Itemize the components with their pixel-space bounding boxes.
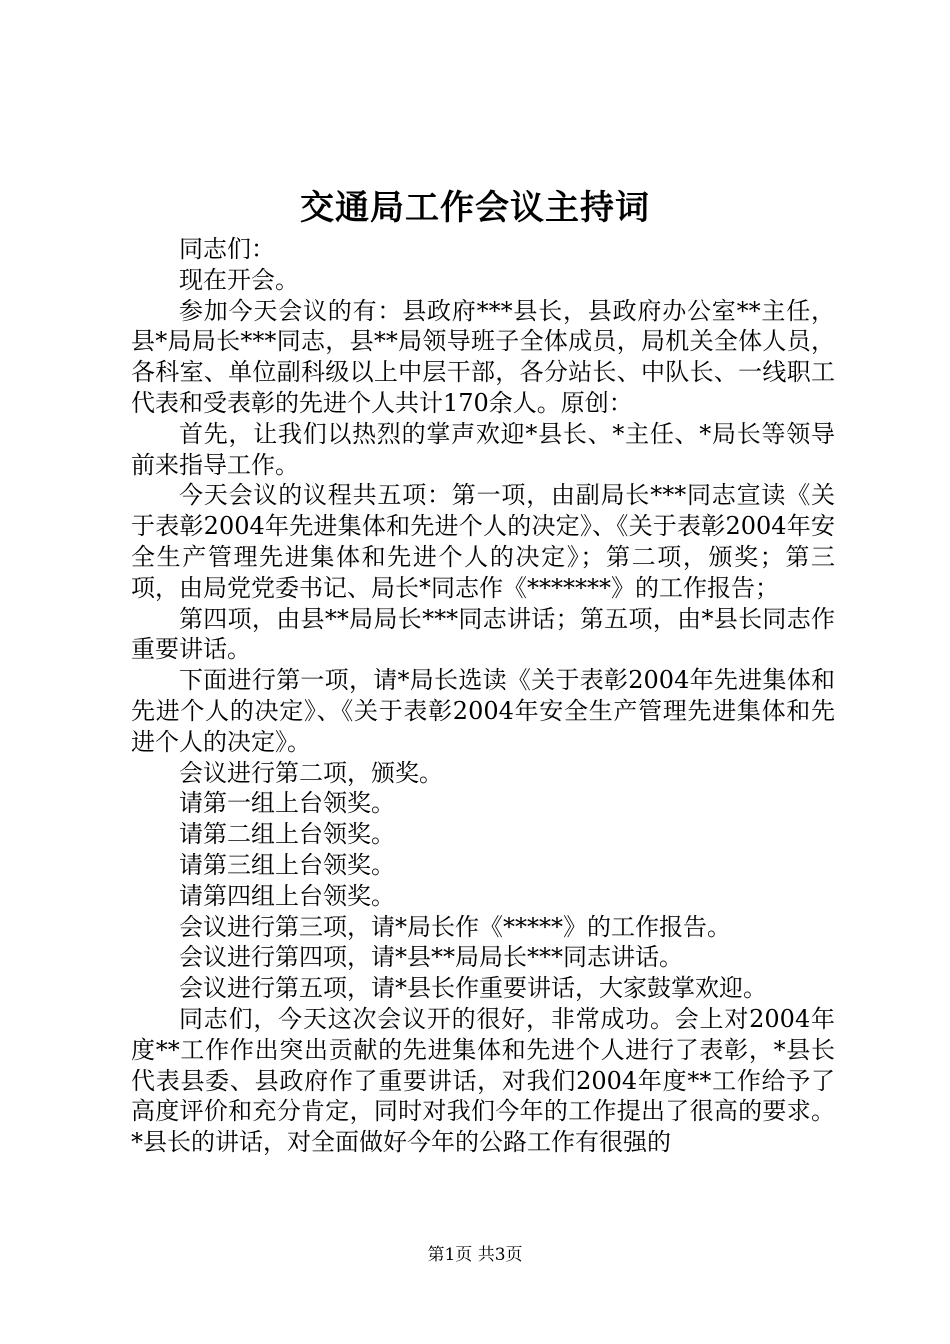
paragraph: 下面进行第一项，请*局长选读《关于表彰2004年先进集体和先进个人的决定》、《关于表彰2004年安全生产管理先进集体和先进个人的决定》。 bbox=[131, 666, 835, 756]
paragraph: 会议进行第二项，颁奖。 bbox=[179, 758, 443, 787]
paragraph: 今天会议的议程共五项：第一项，由副局长***同志宣读《关于表彰2004年先进集体和先进个人的决定》、《关于表彰2004年安全生产管理先进集体和先进个人的决定》；第二项，颁奖；第三项，由局党党委书记、局长*同志作《*******》的工作报告； bbox=[131, 481, 835, 602]
paragraph: 请第三组上台领奖。 bbox=[179, 850, 395, 879]
paragraph: 首先，让我们以热烈的掌声欢迎*县长、*主任、*局长等领导前来指导工作。 bbox=[131, 419, 835, 479]
paragraph: 同志们： bbox=[179, 235, 275, 263]
paragraph: 会议进行第三项，请*局长作《*****》的工作报告。 bbox=[179, 912, 731, 941]
paragraph: 现在开会。 bbox=[179, 265, 299, 294]
paragraph: 第四项，由县**局局长***同志讲话；第五项，由*县长同志作重要讲话。 bbox=[131, 604, 835, 664]
document-body bbox=[131, 234, 835, 1158]
paragraph: 请第一组上台领奖。 bbox=[179, 789, 395, 818]
paragraph: 同志们，今天这次会议开的很好，非常成功。会上对2004年度**工作作出突出贡献的先进集体和先进个人进行了表彰，*县长代表县委、县政府作了重要讲话，对我们2004年度**工作给予了高度评价和充分肯定，同时对我们今年的工作提出了很高的要求。*县长的讲话，对全面做好今年的公路工作有很强的 bbox=[131, 1004, 835, 1157]
paragraph: 请第四组上台领奖。 bbox=[179, 881, 395, 910]
document-title: 交通局工作会议主持词 bbox=[300, 188, 650, 228]
paragraph: 请第二组上台领奖。 bbox=[179, 820, 395, 849]
paragraph: 会议进行第四项，请*县**局局长***同志讲话。 bbox=[179, 943, 683, 972]
paragraph: 会议进行第五项，请*县长作重要讲话，大家鼓掌欢迎。 bbox=[179, 974, 767, 1003]
page-indicator: 第1页 共3页 bbox=[427, 1245, 523, 1265]
paragraph: 参加今天会议的有：县政府***县长，县政府办公室**主任，县*局局长***同志，县**局领导班子全体成员，局机关全体人员，各科室、单位副科级以上中层干部，各分站长、中队长、一线职工代表和受表彰的先进个人共计170余人。原创： bbox=[131, 296, 835, 417]
